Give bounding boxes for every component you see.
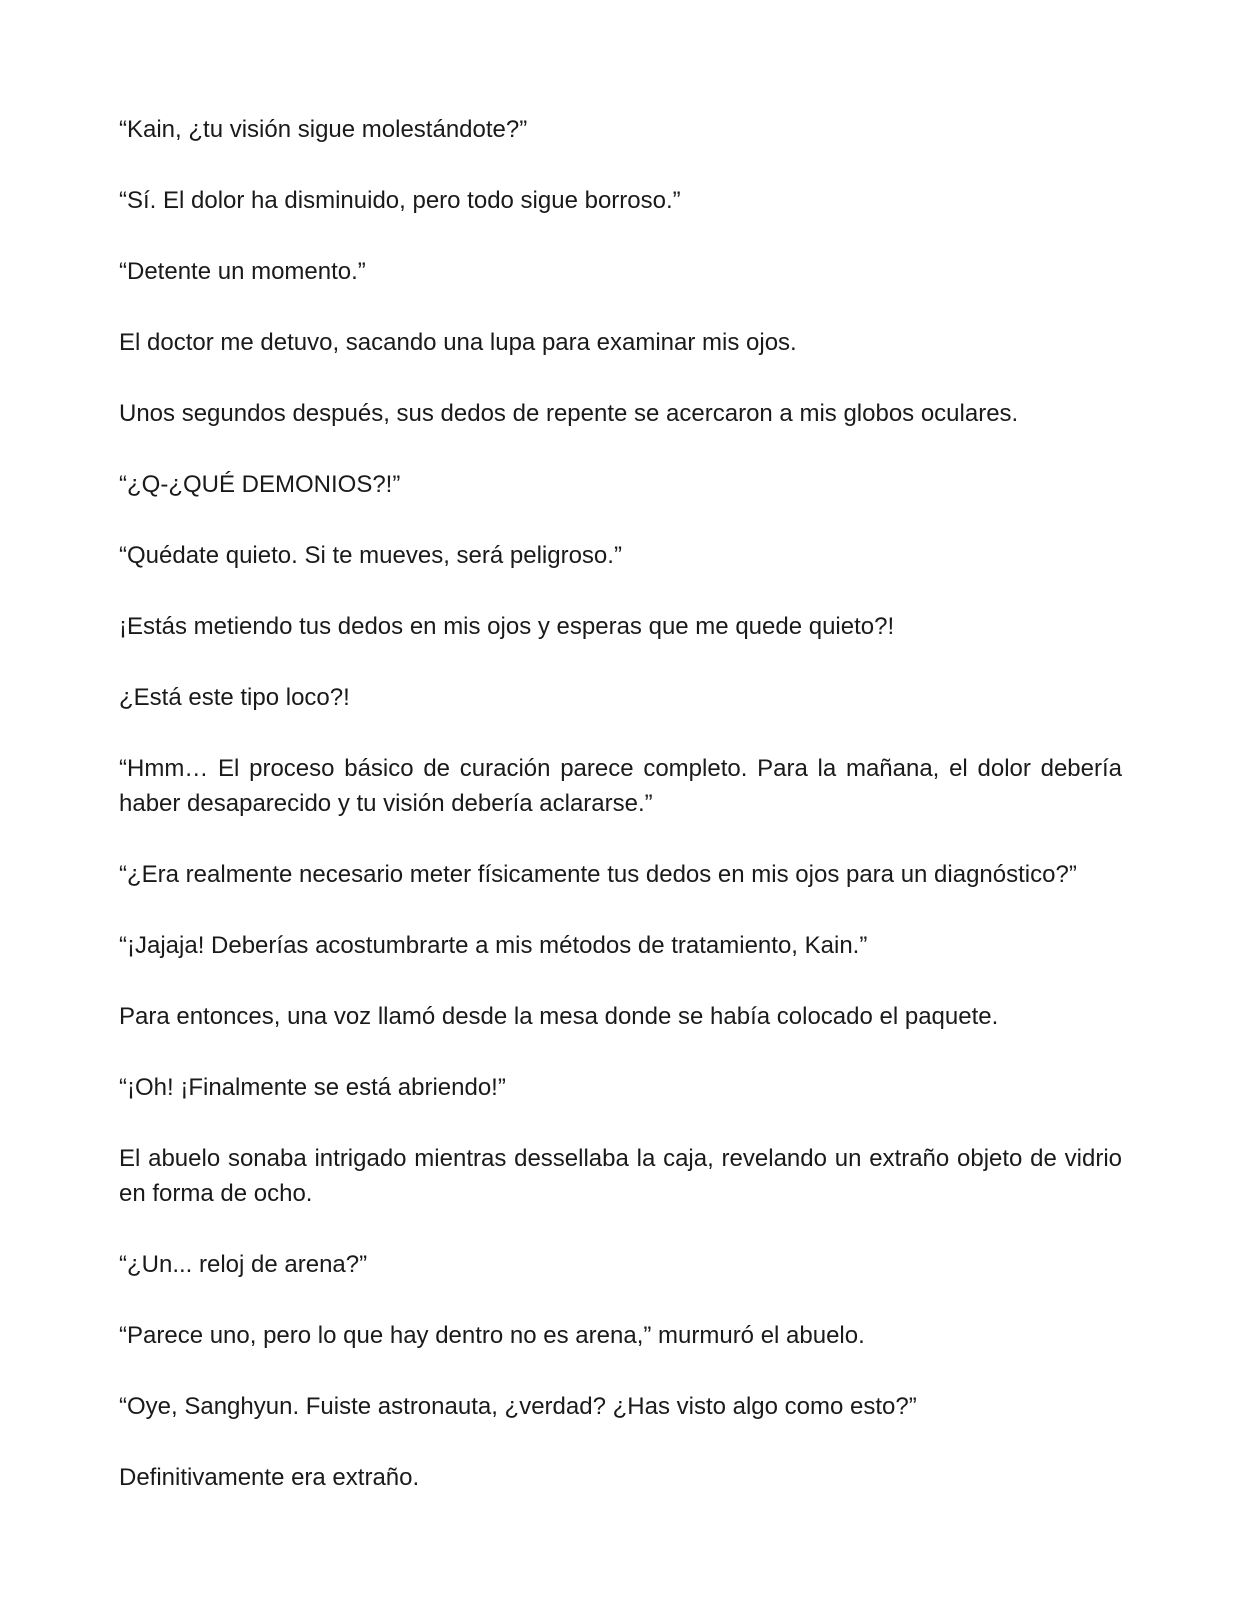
paragraph: Definitivamente era extraño. — [119, 1464, 420, 1491]
paragraph: “Hmm… El proceso básico de curación parece completo. Para la mañana, el dolor debería haber desaparecido y tu visión debería aclararse.” — [119, 755, 1122, 817]
paragraph: “Parece uno, pero lo que hay dentro no es arena,” murmuró el abuelo. — [119, 1322, 865, 1349]
paragraph: ¿Está este tipo loco?! — [119, 684, 350, 711]
paragraph: “Quédate quieto. Si te mueves, será peligroso.” — [119, 542, 622, 569]
paragraph: “Sí. El dolor ha disminuido, pero todo sigue borroso.” — [119, 187, 681, 214]
paragraph: ¡Estás metiendo tus dedos en mis ojos y esperas que me quede quieto?! — [119, 613, 895, 640]
paragraph: “Oye, Sanghyun. Fuiste astronauta, ¿verdad? ¿Has visto algo como esto?” — [119, 1393, 917, 1420]
paragraph: El abuelo sonaba intrigado mientras dessellaba la caja, revelando un extraño objeto de vidrio en forma de ocho. — [119, 1145, 1122, 1207]
paragraph: “Detente un momento.” — [119, 258, 366, 285]
document-body — [119, 112, 1122, 1495]
paragraph: “¡Oh! ¡Finalmente se está abriendo!” — [119, 1074, 506, 1101]
paragraph: Para entonces, una voz llamó desde la mesa donde se había colocado el paquete. — [119, 1003, 999, 1030]
paragraph: “¿Un... reloj de arena?” — [119, 1251, 368, 1278]
paragraph: Unos segundos después, sus dedos de repente se acercaron a mis globos oculares. — [119, 400, 1019, 427]
paragraph: “¡Jajaja! Deberías acostumbrarte a mis métodos de tratamiento, Kain.” — [119, 932, 868, 959]
paragraph: El doctor me detuvo, sacando una lupa para examinar mis ojos. — [119, 329, 797, 356]
paragraph: “¿Q-¿QUÉ DEMONIOS?!” — [119, 471, 401, 498]
paragraph: “Kain, ¿tu visión sigue molestándote?” — [119, 116, 528, 143]
paragraph: “¿Era realmente necesario meter físicamente tus dedos en mis ojos para un diagnóstico?” — [119, 861, 1077, 888]
